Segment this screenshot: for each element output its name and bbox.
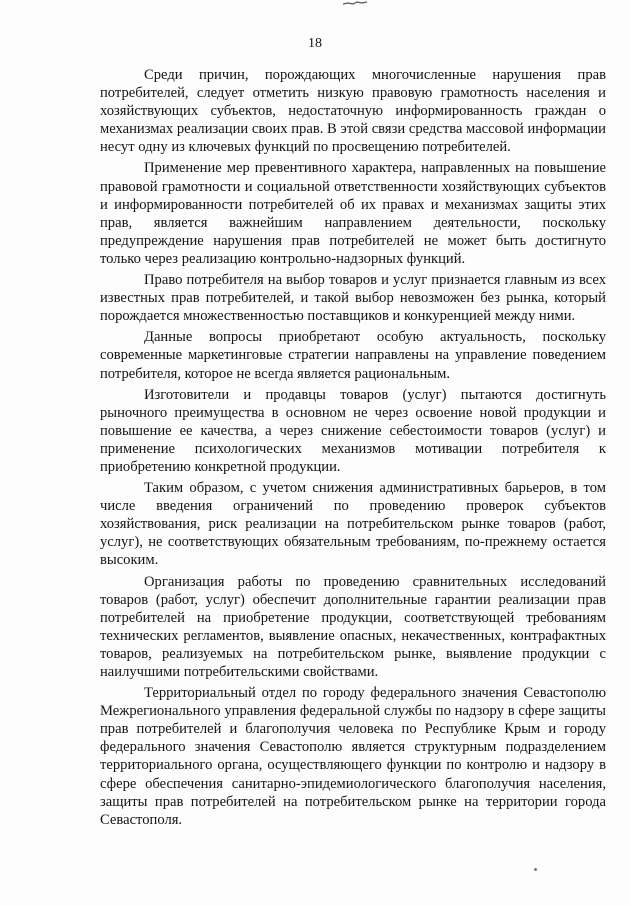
paragraph: Изготовители и продавцы товаров (услуг) пытаются достигнуть рыночного преимущества в основном не через освоение новой продукции и повышение ее качества, а через снижение себестоимости товаров (услуг) и применение психологических механизмов мотивации потребителя к приобретению конкретной продукции. [100,386,606,475]
paragraph: Территориальный отдел по городу федерального значения Севастополю Межрегионального управления федеральной службы по надзору в сфере защиты прав потребителей и благополучия человека по Республике Крым и городу федерального значения Севастополю является структурным подразделением территориального органа, осуществляющего функции по контролю и надзору в сфере обеспечения санитарно-эпидемиологического благополучия населения, защиты прав потребителей на потребительском рынке на территории города Севастополя. [100,685,606,828]
scan-speck [534,868,537,871]
paragraph: Организация работы по проведению сравнительных исследований товаров (работ, услуг) обеспечит дополнительные гарантии реализации прав потребителей на приобретение продукции, соответствующей требованиям технических регламентов, выявление опасных, некачественных, контрафактных товаров, реализуемых на потребительском рынке, выявление продукции с наилучшими потребительскими свойствами. [100,573,606,680]
paragraph: Таким образом, с учетом снижения административных барьеров, в том числе введения ограничений по проведению проверок субъектов хозяйствования, риск реализации на потребительском рынке товаров (работ, услуг), не соответствующих обязательным требованиям, по-прежнему остается высоким. [100,480,606,569]
paragraph: Право потребителя на выбор товаров и услуг признается главным из всех известных прав потребителей, и такой выбор невозможен без рынка, который порождается множественностью поставщиков и конкуренцией между ними. [100,272,606,325]
paragraph: Применение мер превентивного характера, направленных на повышение правовой грамотности и социальной ответственности хозяйствующих субъектов и информированности потребителей об их правах и механизмах защиты этих прав, является важнейшим направлением деятельности, поскольку предупреждение нарушения прав потребителей не может быть достигнуто только через реализацию контрольно-надзорных функций. [100,160,606,267]
page-number: 18 [308,36,322,51]
paragraph: Среди причин, порождающих многочисленные нарушения прав потребителей, следует отметить низкую правовую грамотность населения и хозяйствующих субъектов, недостаточную информированность граждан о механизмах реализации своих прав. В этой связи средства массовой информации несут одну из ключевых функций по просвещению потребителей. [100,67,606,156]
document-body [100,66,606,832]
scan-mark-icon [342,0,368,6]
paragraph: Данные вопросы приобретают особую актуальность, поскольку современные маркетинговые стратегии направлены на управление поведением потребителя, которое не всегда является рациональным. [100,329,606,382]
